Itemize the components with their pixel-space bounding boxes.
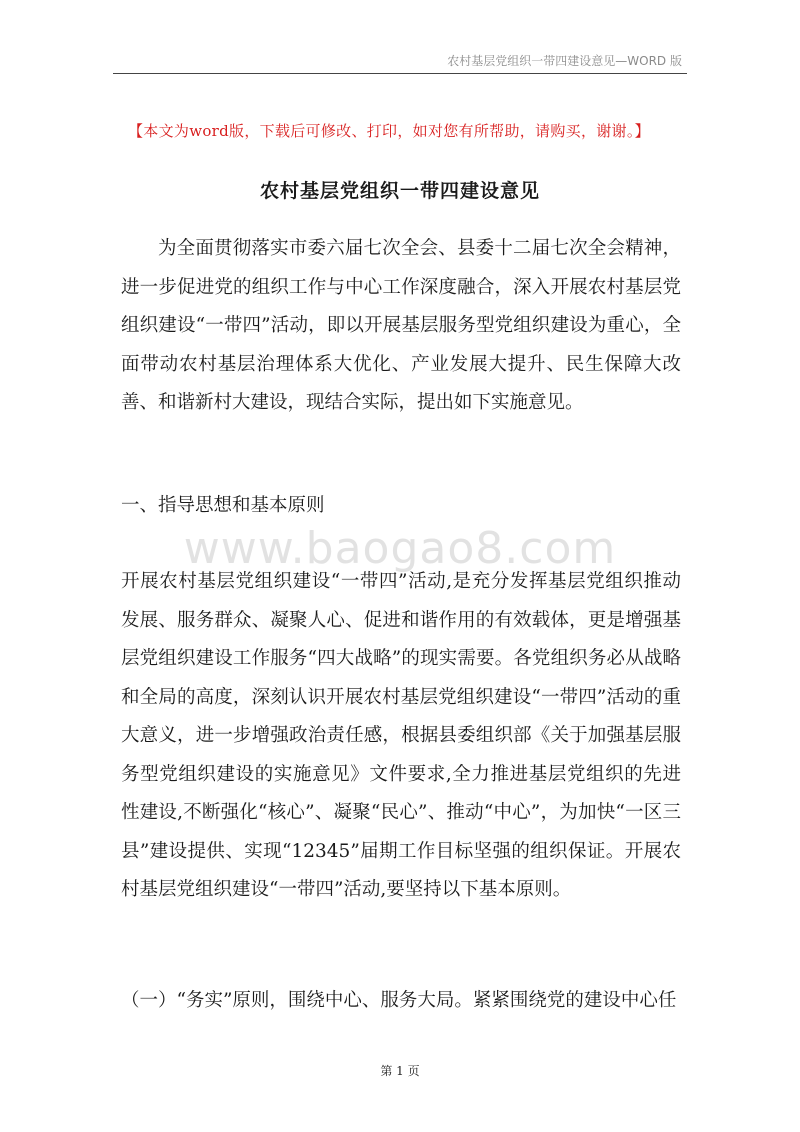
running-header: 农村基层党组织一带四建设意见—WORD 版 xyxy=(447,54,682,68)
document-title: 农村基层党组织一带四建设意见 xyxy=(259,180,540,202)
principle-1-paragraph: （一）“务实”原则，围绕中心、服务大局。紧紧围绕党的建设中心任 xyxy=(121,990,677,1011)
section-1-paragraph: 开展农村基层党组织建设“一带四”活动,是充分发挥基层党组织推动发展、服务群众、凝聚人心、促进和谐作用的有效载体，更是增强基层党组织建设工作服务“四大战略”的现实需要。各党组织务必从战略和全局的高度，深刻认识开展农村基层党组织建设“一带四”活动的重大意义，进一步增强政治责任感，根据县委组织部《关于加强基层服务型党组织建设的实施意见》文件要求,全力推进基层党组织的先进性建设,不断强化“核心”、凝聚“民心”、推动“中心”，为加快“一区三县”建设提供、实现“12345”届期工作目标坚强的组织保证。开展农村基层党组织建设“一带四”活动,要坚持以下基本原则。 xyxy=(121,571,681,900)
intro-paragraph: 为全面贯彻落实市委六届七次全会、县委十二届七次全会精神，进一步促进党的组织工作与中心工作深度融合，深入开展农村基层党组织建设“一带四”活动，即以开展基层服务型党组织建设为重心，全面带动农村基层治理体系大优化、产业发展大提升、民生保障大改善、和谐新村大建设，现结合实际，提出如下实施意见。 xyxy=(121,238,681,413)
header-divider xyxy=(113,73,687,74)
watermark: www.baogao8.com xyxy=(183,523,617,574)
page-number: 第 1 页 xyxy=(380,1064,420,1078)
section-heading-1: 一、指导思想和基本原则 xyxy=(121,495,325,516)
download-notice: 【本文为word版，下载后可修改、打印，如对您有所帮助，请购买，谢谢。】 xyxy=(128,122,650,140)
